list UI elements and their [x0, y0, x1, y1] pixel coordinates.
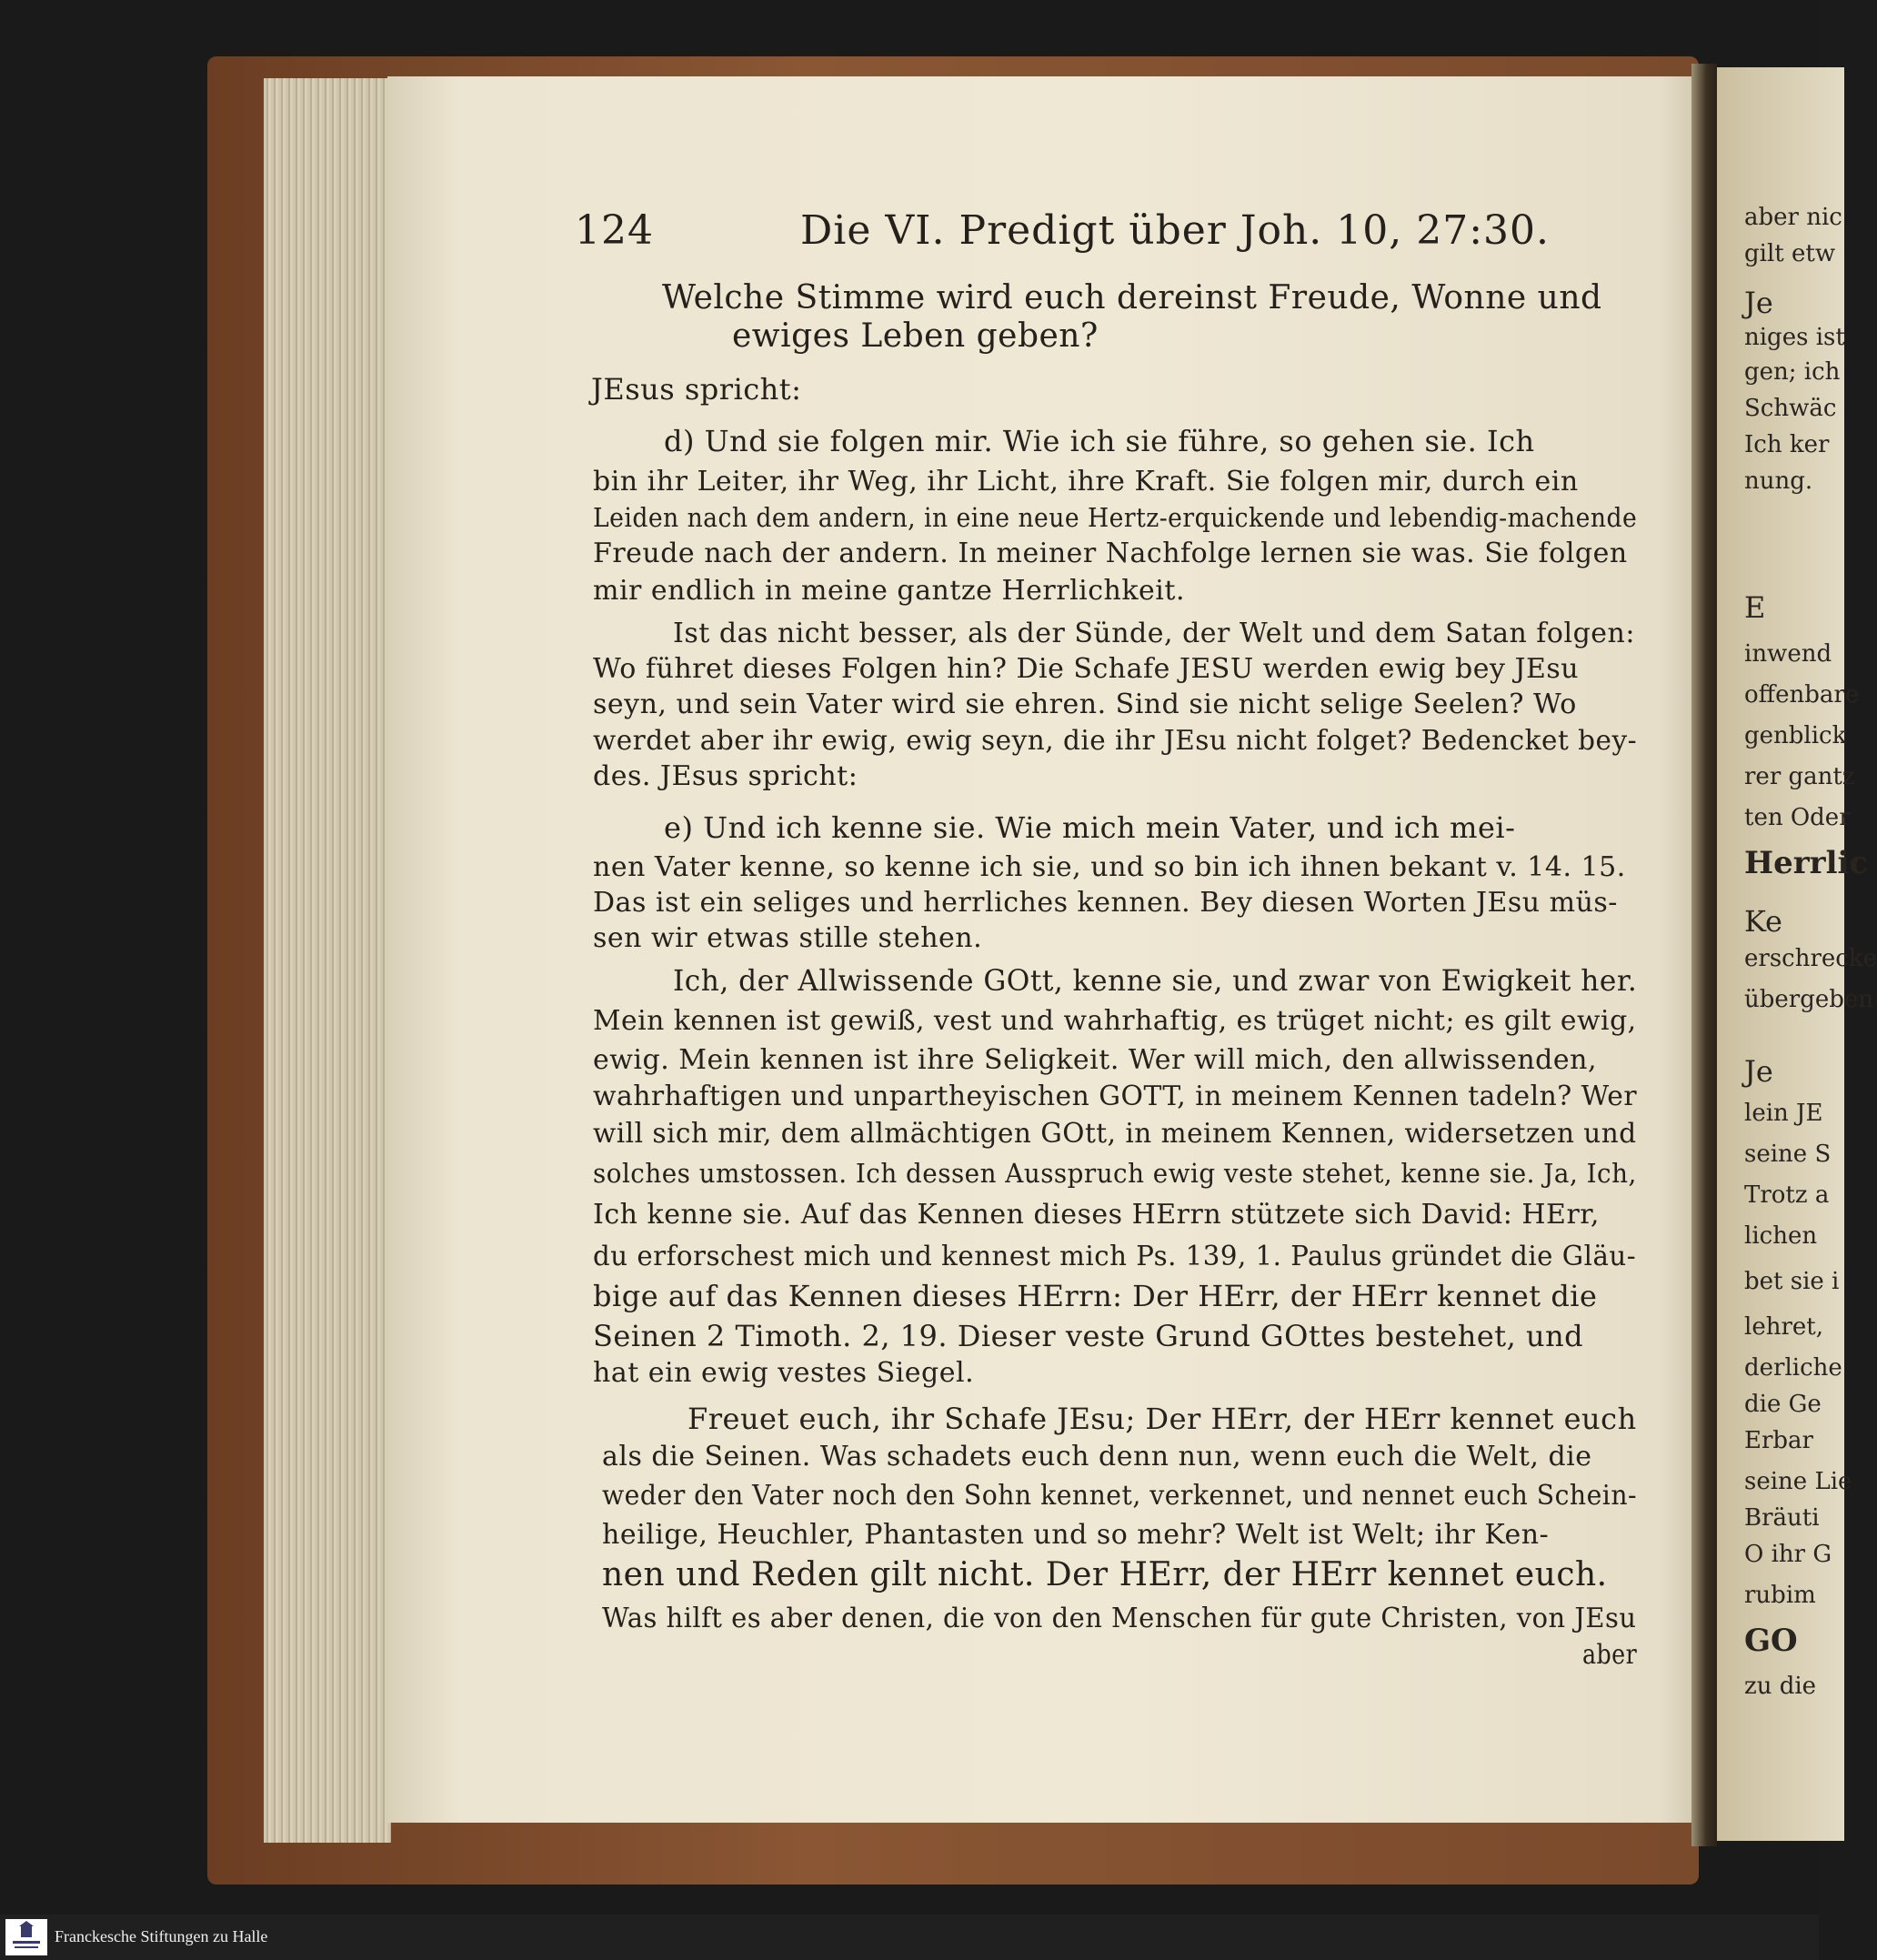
right-fragment: derliche — [1744, 1354, 1842, 1382]
text-line: mir endlich in meine gantze Herrlichkeit. — [593, 575, 1185, 607]
text-line: Ist das nicht besser, als der Sünde, der Welt und dem Satan folgen: — [673, 618, 1635, 649]
right-fragment: O ihr G — [1744, 1541, 1832, 1568]
right-page — [1717, 67, 1877, 1841]
institution-name[interactable]: Franckesche Stiftungen zu Halle — [55, 1927, 268, 1945]
right-fragment: seine Lie — [1744, 1468, 1852, 1495]
right-fragment: inwend — [1744, 640, 1832, 668]
text-line: Mein kennen ist gewiß, vest und wahrhaftig, es trüget nicht; es gilt ewig, — [593, 1005, 1637, 1037]
text-line: wahrhaftigen und unpartheyischen GOTT, in meinem Kennen tadeln? Wer — [593, 1081, 1638, 1112]
institution-logo-icon — [5, 1919, 47, 1955]
text-line: weder den Vater noch den Sohn kennet, verkennet, und nennet euch Schein- — [602, 1480, 1638, 1512]
right-fragment: lichen — [1744, 1222, 1818, 1250]
text-line: Was hilft es aber denen, die von den Menschen für gute Christen, von JEsu — [602, 1603, 1637, 1634]
text-line: des. JEsus spricht: — [593, 760, 858, 792]
text-line: ewiges Leben geben? — [732, 317, 1099, 355]
text-line: solches umstossen. Ich dessen Ausspruch ewig veste stehet, kenne sie. Ja, Ich, — [593, 1158, 1637, 1189]
right-fragment: bet sie i — [1744, 1268, 1840, 1295]
text-line: Welche Stimme wird euch dereinst Freude, Wonne und — [662, 279, 1602, 317]
right-fragment: nung. — [1744, 467, 1813, 495]
right-fragment: gilt etw — [1744, 240, 1836, 267]
text-line: Ich, der Allwissende GOtt, kenne sie, und zwar von Ewigkeit her. — [673, 963, 1638, 998]
text-line: Freude nach der andern. In meiner Nachfolge lernen sie was. Sie folgen — [593, 538, 1628, 569]
right-fragment: Je — [1744, 1054, 1773, 1089]
text-line: Freuet euch, ihr Schafe JEsu; Der HErr, der HErr kennet euch — [688, 1402, 1637, 1436]
right-fragment: Erbar — [1744, 1427, 1813, 1454]
right-fragment: ten Oder — [1744, 804, 1851, 831]
right-fragment: lehret, — [1744, 1313, 1823, 1341]
right-fragment: gen; ich — [1744, 358, 1841, 386]
right-fragment: Schwäc — [1744, 395, 1837, 422]
right-fragment: aber nic — [1744, 204, 1842, 231]
right-fragment: Ich ker — [1744, 431, 1830, 458]
text-line: Ich kenne sie. Auf das Kennen dieses HErrn stützete sich David: HErr, — [593, 1199, 1600, 1231]
right-fragment: GO — [1744, 1623, 1798, 1659]
text-line: sen wir etwas stille stehen. — [593, 922, 983, 954]
text-line: heilige, Heuchler, Phantasten und so mehr? Welt ist Welt; ihr Ken- — [602, 1519, 1550, 1551]
text-line: du erforschest mich und kennest mich Ps. 139, 1. Paulus gründet die Gläu- — [593, 1241, 1637, 1272]
text-line: Wo führet dieses Folgen hin? Die Schafe JESU werden ewig bey JEsu — [593, 653, 1580, 685]
text-line: e) Und ich kenne sie. Wie mich mein Vater, und ich mei- — [664, 810, 1516, 845]
right-fragment: Je — [1744, 286, 1773, 320]
text-line: seyn, und sein Vater wird sie ehren. Sind sie nicht selige Seelen? Wo — [593, 689, 1577, 720]
text-line: d) Und sie folgen mir. Wie ich sie führe, so gehen sie. Ich — [664, 424, 1535, 458]
right-fragment: niges ist — [1744, 324, 1845, 351]
text-line: werdet aber ihr ewig, ewig seyn, die ihr JEsu nicht folget? Bedencket bey- — [593, 725, 1638, 757]
right-fragment: offenbare — [1744, 681, 1860, 709]
text-line: Leiden nach dem andern, in eine neue Hertz-erquickende und lebendig-machende — [593, 502, 1638, 533]
running-title: Die VI. Predigt über Joh. 10, 27:30. — [800, 207, 1551, 254]
right-fragment: E — [1744, 590, 1766, 625]
catchword: aber — [1582, 1639, 1638, 1671]
text-line: bin ihr Leiter, ihr Weg, ihr Licht, ihre Kraft. Sie folgen mir, durch ein — [593, 466, 1579, 498]
right-fragment: erschrecke — [1744, 945, 1877, 972]
right-fragment: rubim — [1744, 1582, 1816, 1609]
right-fragment: Herrlic — [1744, 845, 1869, 881]
right-fragment: Ke — [1744, 904, 1782, 939]
text-line: JEsus spricht: — [591, 372, 802, 407]
right-fragment: lein JE — [1744, 1100, 1823, 1127]
right-fragment: übergeben — [1744, 986, 1874, 1013]
right-fragment: Bräuti — [1744, 1504, 1820, 1532]
right-fragment: die Ge — [1744, 1391, 1822, 1418]
text-line: nen und Reden gilt nicht. Der HErr, der HErr kennet euch. — [602, 1556, 1608, 1593]
text-line: ewig. Mein kennen ist ihre Seligkeit. Wer will mich, den allwissenden, — [593, 1044, 1597, 1076]
book-gutter — [1691, 64, 1717, 1846]
text-line: bige auf das Kennen dieses HErrn: Der HErr, der HErr kennet die — [593, 1279, 1598, 1313]
text-line: nen Vater kenne, so kenne ich sie, und so bin ich ihnen bekant v. 14. 15. — [593, 851, 1626, 883]
right-fragment: genblick — [1744, 722, 1847, 749]
page-edges — [264, 78, 391, 1843]
footer-bar — [0, 1915, 1819, 1960]
text-line: will sich mir, dem allmächtigen GOtt, in meinem Kennen, widersetzen und — [593, 1118, 1637, 1150]
right-fragment: seine S — [1744, 1141, 1832, 1168]
text-line: als die Seinen. Was schadets euch denn nun, wenn euch die Welt, die — [602, 1441, 1592, 1473]
right-fragment: Trotz a — [1744, 1181, 1830, 1209]
right-fragment: zu die — [1744, 1673, 1817, 1700]
text-line: hat ein ewig vestes Siegel. — [593, 1357, 975, 1389]
page-number: 124 — [575, 207, 654, 254]
text-line: Das ist ein seliges und herrliches kennen. Bey diesen Worten JEsu müs- — [593, 887, 1618, 919]
right-fragment: rer gantz — [1744, 763, 1855, 790]
text-line: Seinen 2 Timoth. 2, 19. Dieser veste Grund GOttes bestehet, und — [593, 1319, 1584, 1353]
